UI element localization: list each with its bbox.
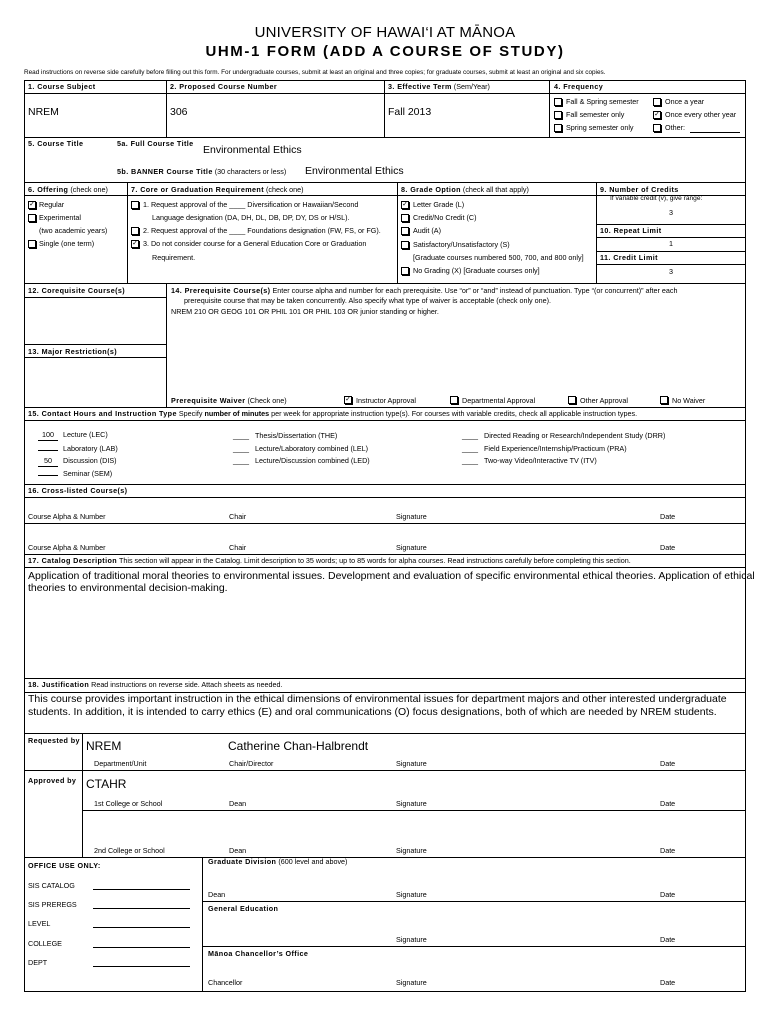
office-dept-field[interactable] [93, 966, 190, 967]
prerequisite-desc-cont: prerequisite course that may be taken concurrently. Also specify what type of waiver is acceptable (check only one). [184, 296, 552, 305]
freq-other-label: Other: [665, 123, 685, 132]
requested-chair-label: Chair/Director [229, 759, 274, 768]
core-opt1-text-cont: Language designation (DA, DH, DL, DB, DP, DY, DS or H/SL). [152, 213, 350, 222]
effective-term-title: 3. Effective Term [388, 82, 452, 91]
contact-lel-blank[interactable]: ____ [233, 444, 249, 453]
chancellor-role-label: Chancellor [208, 978, 243, 987]
credit-limit-value[interactable]: 3 [669, 267, 673, 276]
office-sis-catalog-label: SIS CATALOG [28, 881, 75, 890]
graduate-dean-label: Dean [208, 890, 226, 899]
grade-satisfactory-checkbox[interactable] [401, 241, 409, 249]
university-name: UNIVERSITY OF HAWAI‘I AT MĀNOA [254, 24, 516, 41]
freq-spring-only-checkbox[interactable] [554, 124, 562, 132]
gened-date-label: Date [660, 935, 676, 944]
offering-experimental-note: (two academic years) [39, 226, 108, 235]
crosslist-alpha-2: Course Alpha & Number [28, 543, 106, 552]
requested-chair-value[interactable]: Catherine Chan-Halbrendt [228, 739, 369, 753]
core-label [131, 186, 304, 195]
crosslist-date-2: Date [660, 543, 676, 552]
grade-option-hint: (check all that apply) [462, 185, 529, 194]
justification-line1[interactable]: This course provides important instruction in the ethical dimensions of environmental issues for department majors and other interested undergraduate [28, 693, 727, 705]
waiver-instructor-label: Instructor Approval [356, 396, 416, 405]
contact-lab-label: Laboratory (LAB) [63, 444, 118, 453]
waiver-instructor-checkbox[interactable]: ✓ [345, 396, 351, 403]
offering-experimental-label: Experimental [39, 213, 81, 222]
freq-fall-spring-checkbox[interactable] [554, 98, 562, 106]
requested-dept-value[interactable]: NREM [86, 739, 122, 753]
form-title: UHM-1 FORM (ADD A COURSE OF STUDY) [205, 43, 565, 60]
approved-first-date-label: Date [660, 799, 676, 808]
contact-led-label: Lecture/Discussion combined (LED) [255, 456, 370, 465]
approved-first-signature-label: Signature [396, 799, 427, 808]
contact-sem-minutes[interactable] [38, 475, 58, 476]
contact-hours-desc-c: per week for appropriate instruction type(s). For courses with variable credits, check all applicable instruction types. [271, 409, 638, 418]
contact-pra-label: Field Experience/Internship/Practicum (PRA) [484, 444, 627, 453]
requested-signature-label: Signature [396, 759, 427, 768]
core-opt2-text: 2. Request approval of the ____ Foundations designation (FW, FS, or FG). [143, 226, 381, 235]
credits-hint: If variable credit (v), give range: [610, 195, 703, 202]
offering-regular-checkbox[interactable]: ✓ [29, 201, 35, 208]
course-number-value[interactable]: 306 [170, 106, 188, 118]
banner-title-hint: (30 characters or less) [214, 167, 287, 176]
grade-nograde-checkbox[interactable] [401, 267, 409, 275]
justification-title: 18. Justification [28, 680, 90, 689]
approved-second-signature-label: Signature [396, 846, 427, 855]
banner-title-value[interactable]: Environmental Ethics [305, 165, 404, 177]
offering-regular-label: Regular [39, 200, 65, 209]
contact-hours-desc-a: Specify [178, 409, 203, 418]
credit-limit-label: 11. Credit Limit [600, 253, 658, 262]
freq-spring-only-label: Spring semester only [566, 123, 634, 132]
contact-itv-row [462, 457, 597, 466]
waiver-hint: (Check one) [247, 396, 287, 405]
contact-lec-label: Lecture (LEC) [63, 430, 108, 439]
contact-sem-label: Seminar (SEM) [63, 469, 113, 478]
office-sis-preregs-label: SIS PREREGS [28, 900, 77, 909]
freq-every-other-year-checkbox[interactable]: ✓ [654, 111, 660, 118]
office-sis-preregs-field[interactable] [93, 908, 190, 909]
office-sis-catalog-field[interactable] [93, 889, 190, 890]
offering-single-label: Single (one term) [39, 239, 95, 248]
waiver-departmental-checkbox[interactable] [450, 396, 458, 404]
core-opt3-checkbox[interactable]: ✓ [132, 240, 138, 247]
grade-option-label [401, 186, 529, 195]
core-opt1-checkbox[interactable] [131, 201, 139, 209]
contact-led-blank[interactable]: ____ [233, 456, 249, 465]
major-restriction-label: 13. Major Restriction(s) [28, 347, 118, 356]
offering-single-checkbox[interactable] [28, 240, 36, 248]
office-level-field[interactable] [93, 927, 190, 928]
justification-hint: Read instructions on reverse side. Attach sheets as needed. [91, 680, 283, 689]
contact-lab-row [38, 445, 118, 454]
contact-drr-row [462, 432, 665, 441]
graduate-division-hint: (600 level and above) [278, 857, 348, 866]
contact-the-label: Thesis/Dissertation (THE) [255, 431, 338, 440]
contact-itv-blank[interactable]: ____ [462, 456, 478, 465]
requested-date-label: Date [660, 759, 676, 768]
office-level-label: LEVEL [28, 919, 51, 928]
contact-hours-desc-b: number of minutes [204, 409, 270, 418]
graduate-division-title: Graduate Division [208, 857, 277, 866]
crosslist-date-1: Date [660, 512, 676, 521]
grade-audit-label: Audit (A) [413, 226, 441, 235]
chancellor-office-label: Mānoa Chancellor’s Office [208, 949, 309, 958]
waiver-other-label: Other Approval [580, 396, 628, 405]
graduate-division-label [208, 858, 347, 867]
waiver-departmental-label: Departmental Approval [462, 396, 536, 405]
course-title-label: 5. Course Title [28, 139, 84, 148]
grade-nograde-label: No Grading (X) [Graduate courses only] [413, 266, 540, 275]
contact-pra-row [462, 445, 627, 454]
grade-option-title: 8. Grade Option [401, 185, 461, 194]
prerequisite-title: 14. Prerequisite Course(s) [171, 286, 271, 295]
core-opt3-text: 3. Do not consider course for a General Education Core or Graduation [143, 239, 367, 248]
contact-lab-minutes[interactable] [38, 450, 58, 451]
waiver-other-checkbox[interactable] [568, 396, 576, 404]
repeat-limit-value[interactable]: 1 [669, 239, 673, 248]
banner-title-title: 5b. BANNER Course Title [117, 167, 213, 176]
effective-term-value[interactable]: Fall 2013 [388, 106, 432, 118]
justification-label [28, 681, 283, 690]
chancellor-signature-label: Signature [396, 978, 427, 987]
contact-dis-row [38, 457, 117, 467]
grade-audit-checkbox[interactable] [401, 227, 409, 235]
freq-every-other-year-label: Once every other year [665, 110, 737, 119]
grade-satisfactory-label: Satisfactory/Unsatisfactory (S) [413, 240, 510, 249]
catalog-label [28, 557, 631, 566]
contact-lel-row [233, 445, 368, 454]
grade-grad-note: [Graduate courses numbered 500, 700, and 800 only] [413, 253, 584, 262]
gened-signature-label: Signature [396, 935, 427, 944]
effective-term-label [388, 83, 490, 92]
offering-hint: (check one) [70, 185, 108, 194]
offering-experimental-checkbox[interactable] [28, 214, 36, 222]
justification-line2[interactable]: students. In addition, it is intended to carry ethics (E) and oral communications (O) focus designations, both of which are needed by NREM students. [28, 706, 717, 718]
crosslist-alpha-1: Course Alpha & Number [28, 512, 106, 521]
waiver-none-label: No Waiver [672, 396, 706, 405]
chancellor-date-label: Date [660, 978, 676, 987]
catalog-description-line1[interactable]: Application of traditional moral theories to environmental issues. Development and evaluation of specific environmental ethical theories. Application of ethical [28, 570, 755, 582]
requested-dept-label: Department/Unit [94, 759, 147, 768]
office-college-label: COLLEGE [28, 939, 62, 948]
freq-fall-only-checkbox[interactable] [554, 111, 562, 119]
office-dept-label: DEPT [28, 958, 48, 967]
freq-other-checkbox[interactable] [653, 124, 661, 132]
offering-title: 6. Offering [28, 185, 69, 194]
waiver-title: Prerequisite Waiver [171, 396, 246, 405]
contact-lec-minutes[interactable]: 100 [38, 431, 58, 441]
catalog-title: 17. Catalog Description [28, 556, 118, 565]
graduate-date-label: Date [660, 890, 676, 899]
office-college-field[interactable] [93, 947, 190, 948]
core-opt2-checkbox[interactable] [131, 227, 139, 235]
contact-lel-label: Lecture/Laboratory combined (LEL) [255, 444, 369, 453]
waiver-none-checkbox[interactable] [660, 396, 668, 404]
freq-fall-spring-label: Fall & Spring semester [566, 97, 639, 106]
freq-once-year-label: Once a year [665, 97, 705, 106]
approved-second-college-label: 2nd College or School [94, 846, 165, 855]
contact-led-row [233, 457, 370, 466]
graduate-signature-label: Signature [396, 890, 427, 899]
full-course-title-label: 5a. Full Course Title [117, 139, 194, 148]
course-number-label: 2. Proposed Course Number [170, 82, 278, 91]
form-instructions: Read instructions on reverse side carefully before filling out this form. For undergraduate courses, submit at least an original and three copies; for graduate courses, submit at least an original and six copies. [24, 69, 606, 76]
crosslist-chair-2: Chair [229, 543, 247, 552]
core-opt1-text: 1. Request approval of the ____ Diversification or Hawaiian/Second [143, 200, 359, 209]
approved-first-college-label: 1st College or School [94, 799, 163, 808]
contact-the-blank[interactable]: ____ [233, 431, 249, 440]
contact-drr-blank[interactable]: ____ [462, 431, 478, 440]
banner-title-label [117, 168, 286, 177]
contact-the-row [233, 432, 337, 441]
approved-college-value[interactable]: CTAHR [86, 777, 127, 791]
crosslist-signature-2: Signature [396, 543, 427, 552]
grade-credit-checkbox[interactable] [401, 214, 409, 222]
general-education-label: General Education [208, 904, 279, 913]
approved-first-dean-label: Dean [229, 799, 247, 808]
core-title: 7. Core or Graduation Requirement [131, 185, 265, 194]
frequency-label: 4. Frequency [554, 82, 604, 91]
repeat-limit-label: 10. Repeat Limit [600, 226, 662, 235]
office-use-label: OFFICE USE ONLY: [28, 861, 101, 870]
catalog-hint: This section will appear in the Catalog. Limit description to 35 words; up to 85 words for alpha courses. Read instructions carefully before completing this section. [118, 556, 631, 565]
contact-drr-label: Directed Reading or Research/Independent Study (DRR) [484, 431, 666, 440]
crosslist-chair-1: Chair [229, 512, 247, 521]
grade-letter-label: Letter Grade (L) [413, 200, 465, 209]
corequisite-label: 12. Corequisite Course(s) [28, 286, 126, 295]
effective-term-hint: (Sem/Year) [453, 82, 490, 91]
credits-label: 9. Number of Credits [600, 185, 679, 194]
contact-lec-row [38, 431, 108, 441]
approved-by-label: Approved by [28, 776, 77, 785]
grade-letter-checkbox[interactable]: ✓ [402, 201, 408, 208]
prerequisite-label [171, 287, 743, 296]
crosslist-signature-1: Signature [396, 512, 427, 521]
freq-fall-only-label: Fall semester only [566, 110, 625, 119]
requested-by-label: Requested by [28, 736, 80, 745]
offering-label [28, 186, 108, 195]
crosslisted-label: 16. Cross-listed Course(s) [28, 486, 128, 495]
course-subject-label: 1. Course Subject [28, 82, 96, 91]
prerequisite-desc: Enter course alpha and number for each prerequisite. Use “or” or “and” instead of punctuation. Type “(or concurrent)” after each [272, 286, 678, 295]
contact-dis-label: Discussion (DIS) [63, 456, 117, 465]
contact-dis-minutes[interactable]: 50 [38, 457, 58, 467]
contact-itv-label: Two-way Video/Interactive TV (ITV) [484, 456, 597, 465]
credits-value[interactable]: 3 [669, 208, 673, 217]
course-subject-value[interactable]: NREM [28, 106, 59, 118]
core-hint: (check one) [266, 185, 304, 194]
contact-hours-label [28, 410, 637, 419]
freq-once-year-checkbox[interactable] [653, 98, 661, 106]
contact-sem-row [38, 470, 112, 479]
catalog-description-line2[interactable]: theories to environmental decision-making. [28, 582, 228, 594]
core-opt3-text-cont: Requirement. [152, 253, 196, 262]
grade-credit-label: Credit/No Credit (C) [413, 213, 477, 222]
contact-hours-title: 15. Contact Hours and Instruction Type [28, 409, 177, 418]
prerequisite-value[interactable]: NREM 210 OR GEOG 101 OR PHIL 101 OR PHIL 103 OR junior standing or higher. [171, 307, 439, 316]
approved-second-date-label: Date [660, 846, 676, 855]
full-course-title-value[interactable]: Environmental Ethics [203, 144, 302, 156]
contact-pra-blank[interactable]: ____ [462, 444, 478, 453]
approved-second-dean-label: Dean [229, 846, 247, 855]
waiver-label [171, 397, 287, 406]
